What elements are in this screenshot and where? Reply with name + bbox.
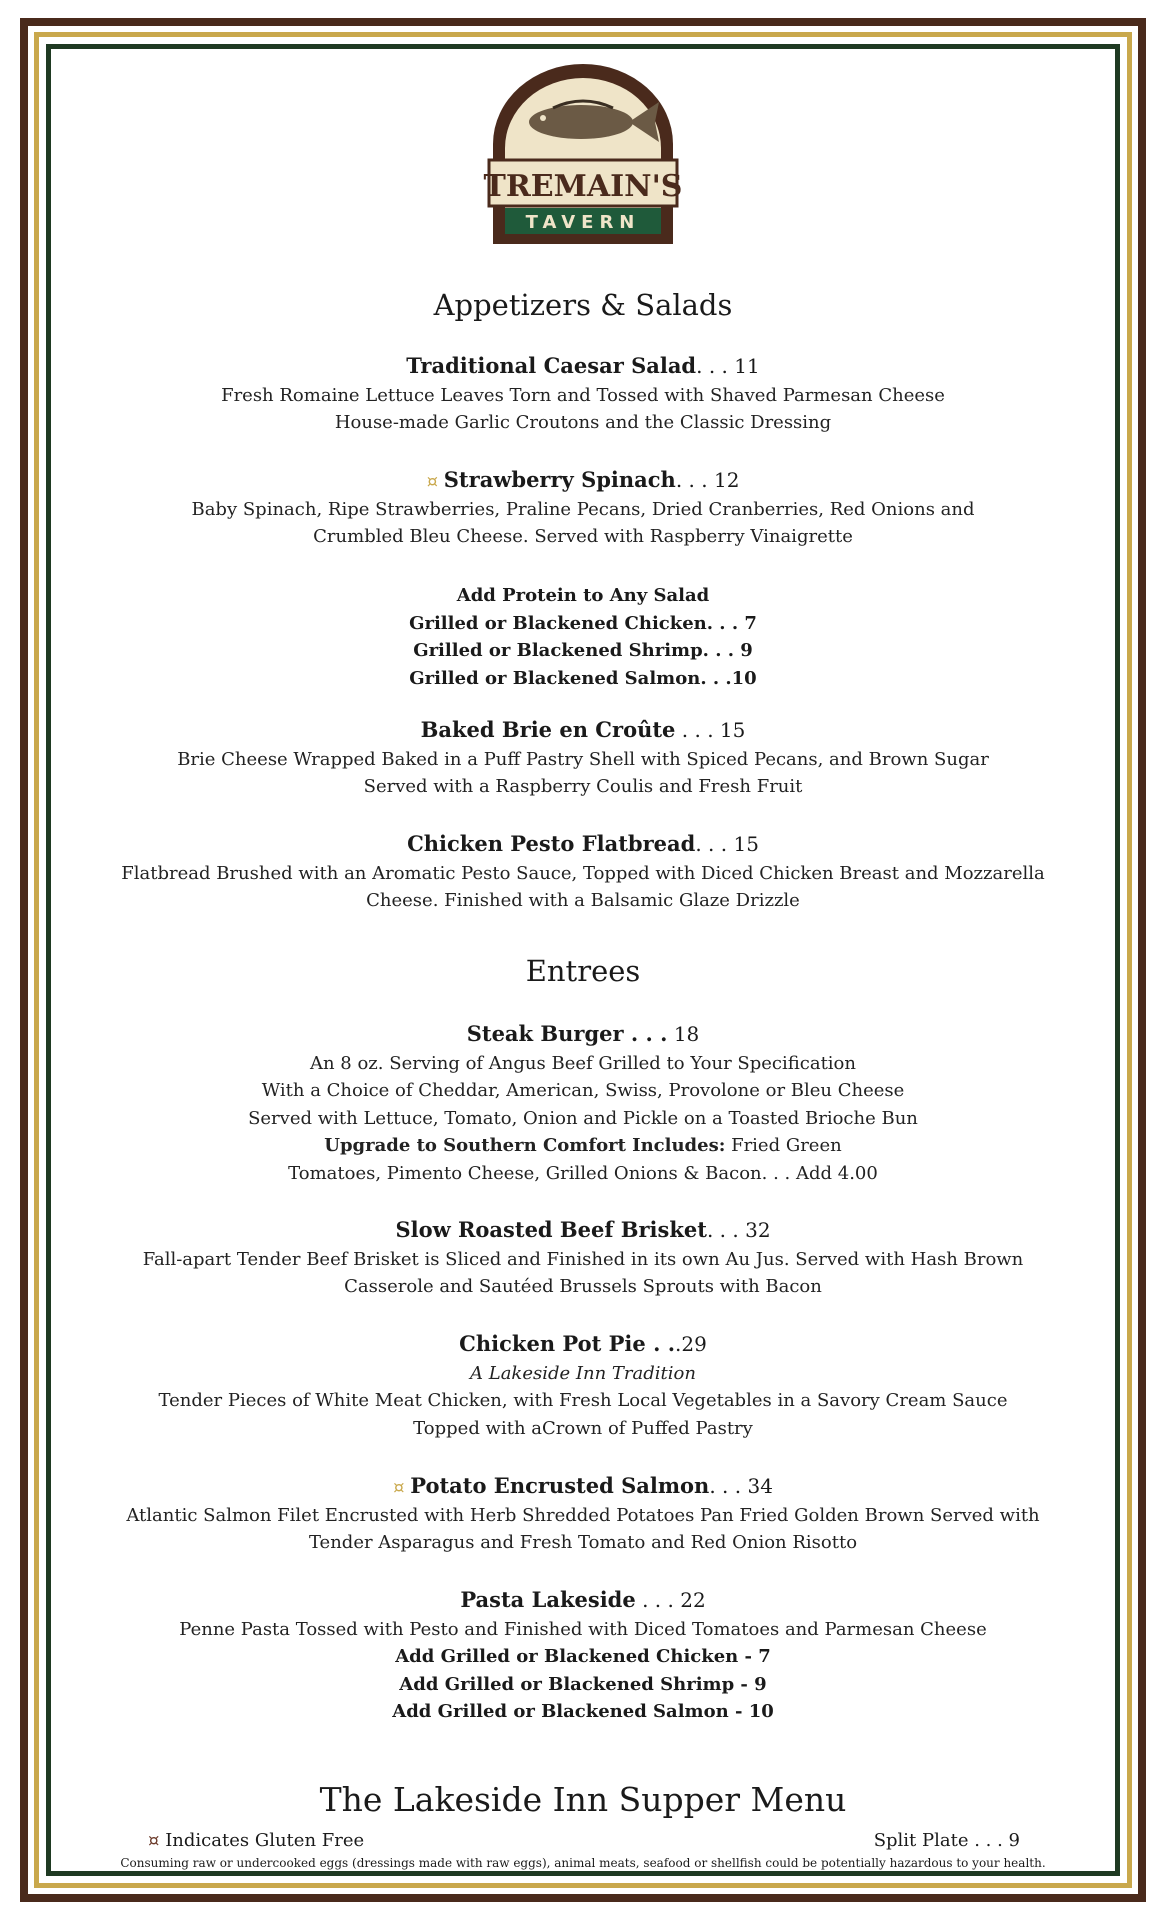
addon-line: Grilled or Blackened Salmon. . .10	[409, 667, 757, 689]
tavern-logo	[483, 64, 683, 244]
menu-item-potpie	[60, 1330, 1106, 1442]
menu-item-burger	[60, 1020, 1106, 1187]
item-description: Cheese. Finished with a Balsamic Glaze Drizzle	[366, 890, 800, 911]
item-description: Crumbled Bleu Cheese. Served with Raspberry Vinaigrette	[313, 526, 853, 547]
logo-subtitle: TAVERN	[525, 212, 641, 233]
section-title-entrees: Entrees	[525, 954, 641, 988]
logo-name: TREMAIN'S	[483, 169, 683, 204]
split-plate-note: Split Plate . . . 9	[873, 1830, 1020, 1851]
item-description: Flatbread Brushed with an Aromatic Pesto Sauce, Topped with Diced Chicken Breast and Mozzarella	[121, 862, 1045, 884]
item-description: Tomatoes, Pimento Cheese, Grilled Onions & Bacon. . . Add 4.00	[288, 1162, 878, 1184]
item-description: With a Choice of Cheddar, American, Swiss, Provolone or Bleu Cheese	[261, 1080, 905, 1101]
item-description: Served with a Raspberry Coulis and Fresh Fruit	[363, 776, 803, 797]
item-description: Served with Lettuce, Tomato, Onion and Pickle on a Toasted Brioche Bun	[248, 1107, 918, 1129]
item-price: . . . 12	[675, 468, 740, 492]
item-name: Potato Encrusted Salmon	[410, 1473, 710, 1498]
item-description: An 8 oz. Serving of Angus Beef Grilled to Your Specification	[309, 1052, 856, 1074]
gluten-free-icon: ¤	[426, 471, 439, 492]
item-price: .29	[675, 1332, 707, 1356]
gluten-free-legend	[148, 1830, 364, 1851]
section-title-appetizers: Appetizers & Salads	[433, 288, 733, 322]
item-name: Chicken Pot Pie . .	[459, 1331, 676, 1356]
item-name: Slow Roasted Beef Brisket	[395, 1217, 707, 1242]
item-price: . . . 32	[706, 1218, 771, 1242]
item-name: Baked Brie en Croûte	[420, 717, 676, 742]
item-description: Fresh Romaine Lettuce Leaves Torn and Tossed with Shaved Parmesan Cheese	[221, 384, 945, 406]
menu-item-pasta	[60, 1586, 1106, 1726]
health-disclaimer: Consuming raw or undercooked eggs (dressings made with raw eggs), animal meats, seafood or shellfish could be potentially hazardous to your health.	[120, 1856, 1046, 1870]
item-price: . . . 22	[635, 1588, 706, 1612]
item-price: . . . 34	[709, 1474, 773, 1498]
addon-line: Grilled or Blackened Chicken. . . 7	[409, 612, 757, 634]
item-description: Penne Pasta Tossed with Pesto and Finished with Diced Tomatoes and Parmesan Cheese	[179, 1618, 987, 1640]
menu-item-salmon	[60, 1472, 1106, 1557]
item-description: Atlantic Salmon Filet Encrusted with Herb Shredded Potatoes Pan Fried Golden Brown Served with	[126, 1504, 1040, 1526]
item-tagline: A Lakeside Inn Tradition	[470, 1362, 696, 1384]
menu-item-spinach	[60, 466, 1106, 551]
item-name: Pasta Lakeside	[460, 1587, 636, 1612]
item-price: 18	[667, 1022, 700, 1046]
menu-item-flatbread	[60, 830, 1106, 915]
addon-line: Add Grilled or Blackened Shrimp - 9	[399, 1673, 767, 1695]
item-description: Baby Spinach, Ripe Strawberries, Praline Pecans, Dried Cranberries, Red Onions and	[191, 498, 975, 520]
item-price: . . . 15	[695, 832, 759, 856]
item-description: Tender Asparagus and Fresh Tomato and Red Onion Risotto	[308, 1532, 858, 1553]
item-name: Strawberry Spinach	[443, 467, 676, 492]
menu-item-caesar	[60, 352, 1106, 437]
item-description: Casserole and Sautéed Brussels Sprouts with Bacon	[344, 1276, 822, 1297]
item-price: . . . 15	[675, 718, 746, 742]
addon-line: Add Grilled or Blackened Chicken - 7	[395, 1646, 771, 1667]
protein-addons	[60, 582, 1106, 692]
item-description: Fall-apart Tender Beef Brisket is Sliced and Finished in its own Au Jus. Served with Hash Brown	[142, 1248, 1024, 1270]
item-price: . . . 11	[696, 354, 760, 378]
item-name: Traditional Caesar Salad	[406, 353, 697, 378]
menu-item-brie	[60, 716, 1106, 801]
gluten-free-icon: ¤	[393, 1477, 405, 1498]
addon-line: Grilled or Blackened Shrimp. . . 9	[413, 640, 753, 661]
item-description: Topped with aCrown of Puffed Pastry	[413, 1417, 753, 1439]
addon-title: Add Protein to Any Salad	[456, 585, 710, 606]
item-description: House-made Garlic Croutons and the Classic Dressing	[334, 412, 832, 433]
item-name: Chicken Pesto Flatbread	[407, 831, 696, 856]
item-description: Tender Pieces of White Meat Chicken, with Fresh Local Vegetables in a Savory Cream Sauce	[158, 1390, 1008, 1411]
upgrade-text: Fried Green	[725, 1135, 842, 1156]
menu-item-brisket	[60, 1216, 1106, 1301]
menu-content	[60, 60, 1106, 1870]
legend-text: Indicates Gluten Free	[165, 1830, 365, 1851]
item-description: Brie Cheese Wrapped Baked in a Puff Pastry Shell with Spiced Pecans, and Brown Sugar	[177, 748, 989, 770]
addon-line: Add Grilled or Blackened Salmon - 10	[392, 1701, 774, 1722]
upgrade-label: Upgrade to Southern Comfort Includes:	[324, 1135, 726, 1156]
gluten-free-icon: ¤	[148, 1830, 160, 1851]
item-name: Steak Burger . . .	[466, 1021, 668, 1046]
menu-title: The Lakeside Inn Supper Menu	[319, 1780, 847, 1819]
